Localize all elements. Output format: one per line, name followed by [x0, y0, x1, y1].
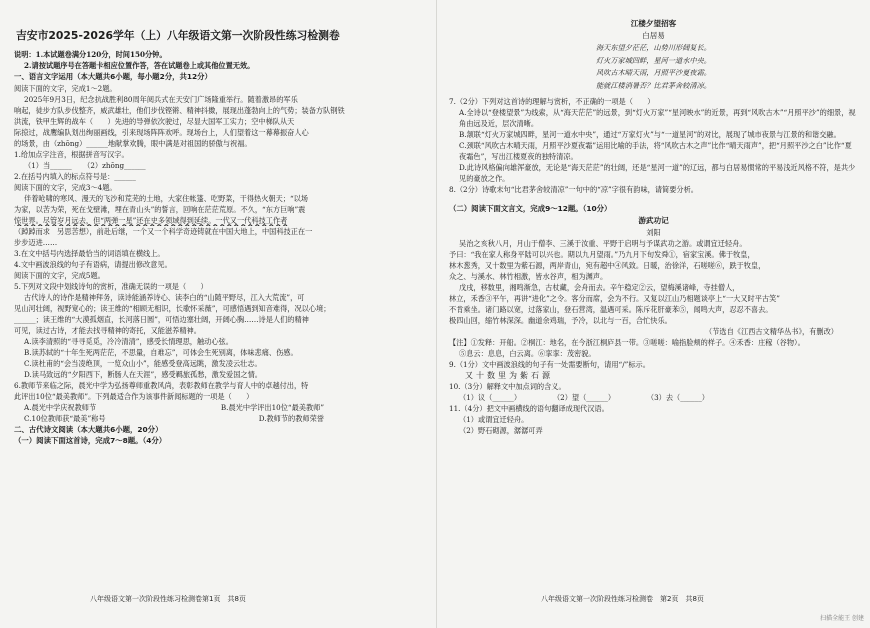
exam-title: 吉安市2025-2026学年（上）八年级语文第一次阶段性练习检测卷	[16, 29, 340, 42]
passage-line: 为家，以苦为荣，死在戈壁滩，埋在青山头”的誓言，回响在茫茫荒原。不久，“东方巨响”震	[14, 204, 306, 214]
question-6-cont: 此评出10位“最美教师”。下列最适合作为该事件新闻标题的一项是（ ）	[14, 391, 254, 401]
passage-line: 可见，读过古诗，才能去找寻精神的寄托，又能滋养精神。	[14, 325, 201, 335]
option-d: D.此诗风格偏向雄浑豪放，无论是“海天茫茫”的壮阔，还是“星河一道”的辽远，都与白居易惯常的平易浅近风格不符，是共少见的豪放之作。	[459, 163, 856, 183]
blank-3[interactable]: （3）去（______）	[646, 392, 709, 402]
section-heading: 二、古代诗文阅读（本大题共6小题，20分）	[14, 424, 163, 434]
question-11: 11.（4分）把文中画横线的语句翻译成现代汉语。	[449, 403, 609, 413]
poem-line: 灯火万家城四畔，星河一道水中央。	[595, 55, 711, 65]
q11-item: （2）野石砌源，潺潺可弄	[459, 425, 543, 435]
passage-intro: 阅读下面的文字，完成1～2题。	[14, 83, 117, 93]
passage-line: （踔踔而求 另思苦想），前赴后继，一个又一个科学奇迹铸就在中国大地上，中国科技正在一	[14, 226, 313, 236]
option-a: A.全诗以“登楼望景”为线索，从“海天茫茫”的远景，到“灯火万家”“星河映水”的近景，再到“风吹古木”“月照平沙”的细景，视角由远及近，层次清晰。	[459, 108, 856, 128]
answer-blanks	[14, 160, 426, 171]
question-5: 5.下列对文段中划线诗句的赏析，准确无误的一项是（ ）	[14, 281, 208, 291]
prose-line: 极四山回，缩竹林深深。幽道余鸡瑞，予冷，以北与一百，合忙快乐。	[449, 315, 672, 325]
poem-line: 风吹古木晴天雨，月照平沙夏夜霜。	[595, 68, 711, 77]
option-row	[14, 413, 324, 424]
section-heading: 一、语言文字运用（本大题共6小题，每小题2分，共12分）	[14, 72, 212, 81]
poem-title: 江楼夕望招客	[630, 19, 677, 28]
notes-line: 【注】①发释：开船。②桐江：地名，在今浙江桐庐县一带。③嗟嗟：喻指脸颊的样子。④禾香：庄稼（谷物）。	[449, 337, 805, 347]
passage-line: 伴着呛啸的寒风、漫天的飞沙和荒芜的土地，大家住帐篷、吃野菜，干得热火朝天；“以场	[24, 193, 308, 203]
passage-line: 际掠过，战鹰编队划出绚丽画线，引来现场阵阵欢呼。现场台上，人们望着这一幕幕振奋人心	[14, 127, 309, 137]
passage-line: 2025年9月3日，纪念抗战胜利80周年阅兵式在天安门广场隆重举行。随着激昂的军乐	[24, 94, 298, 104]
question-1: 1.给加点字注音，根据拼音写汉字。	[14, 149, 129, 159]
passage-line: 惊世界。尽管岁月远去，但“两弹一星”还在史多领域得到延续。一代又一代科技工作者	[14, 215, 288, 225]
prose-author: 刘阳	[646, 227, 661, 237]
question-9: 9.（1分）文中画波浪线的句子有一处需要断句，请用“/”标示。	[449, 359, 650, 369]
q9-sentence: 又十数里为紫石源	[465, 370, 553, 380]
passage-line: ______；读王维的“大漠孤烟直，长河落日圆”，可悟边塞壮阔，开阔心胸……诗是人们的精神	[14, 314, 309, 324]
poem-author: 白居易	[642, 31, 665, 40]
page-footer: 八年级语文第一次阶段性练习检测卷 第2页 共8页	[541, 595, 704, 603]
prose-line: 林立，禾香③平午，再讲“进化”之令。客分而席，会为不行。又复以江山乃相题谈亭上“一大又时平古笑”	[449, 293, 780, 303]
prose-line: 予曰：“我在家人称身平陆可以兴也。期以九月望雨。”乃九月下旬发舜①，宿家宝溪。佛于牧皇，	[449, 249, 755, 259]
notice-line: 2.请按试题序号在答题卡相应位置作答，答在试题卷上或其他位置无效。	[24, 61, 255, 70]
notice-line: 说明：1.本试题卷满分120分，时间150分钟。	[14, 50, 167, 59]
prose-source: （节选自《江西古文精华丛书》，有删改）	[705, 326, 838, 336]
passage-intro: 阅读下面的文字，完成3～4题。	[14, 182, 117, 192]
question-3: 3.在文中括号内选择最恰当的词语填在横线上。	[14, 248, 165, 258]
option-d: D.读马致远的“夕阳西下，断肠人在天涯”，感受羁旅孤愁，激发爱国之情。	[24, 369, 262, 379]
poem-line: 海天东望夕茫茫，山势川形阔复长。	[595, 43, 711, 52]
passage-intro: 阅读下面的文字，完成5题。	[14, 270, 105, 280]
question-2: 2.在括号内填入的标点符号是：______	[14, 171, 136, 181]
option-c: C.读杜甫的“会当凌绝顶，一览众山小”，能感受登高远眺，激发凌云壮志。	[24, 358, 262, 368]
poem-line: 能就江楼消暑否？比君茅舍较清凉。	[595, 80, 711, 90]
question-6: 6.教师节来临之际，晨光中学为弘扬尊师重教风尚，表彰教师在教学与育人中的卓越付出，特	[14, 380, 309, 390]
option-a: A.晨光中学庆祝教师节	[24, 402, 97, 412]
q10-blanks	[449, 392, 709, 403]
scanner-watermark: 扫描全能王 创建	[820, 615, 864, 622]
prose-line: 戊戌，移数里，湘鸣渐急，古杖藏，会舟而去。辛午稳定②云，望梅溪诸峰，寺挂僧人，	[459, 282, 740, 292]
option-c: C.10位教师获“最美”称号	[24, 413, 106, 423]
prose-line: 众之、与溪水、林竹相激，皆水谷声，相为渊声。	[449, 271, 608, 281]
q11-item: （1）或谓宜迁轻舟。	[459, 414, 529, 424]
passage-line: 洪流，铁甲生辉的战车（ ）先进的导弹依次驶过，尽显大国军工实力；空中梯队从天	[14, 116, 295, 126]
prose-line: 吴治之亥秋八月，月山于僧李、三溪于汝重、平野于启明与予谋武功之游。或谓宜迁轻舟。	[459, 238, 747, 248]
prose-line: 林木葱秀，又十数里为紫石源，两岸青山，宛有超中④风致。日暖，治徐洋，石嗟嗟⑥，跌于牧皇，	[449, 260, 766, 270]
option-c: C.颈联“风吹古木晴天雨，月照平沙夏夜霜”运用比喻的手法，将“风吹古木之声”比作“晴天雨声”，把“月照平沙之白”比作“夏夜霜色”，写出江楼夏夜的独特清凉。	[459, 141, 852, 161]
passage-line: 响起，徒步方队步伐整齐，威武雄壮，他们步伐铿锵、精神抖擞，展现出蓬勃向上的气势；装备方队钢铁	[14, 105, 345, 115]
blank-2[interactable]: （2）zhōng______	[83, 160, 146, 170]
question-8: 8.（2分）诗歌末句“比君茅舍较清凉”一句中的“凉”字很有韵味，请简要分析。	[449, 185, 698, 194]
blank-1[interactable]: （1）议（______）	[459, 392, 522, 402]
prose-title: 游武功记	[638, 215, 669, 225]
option-row	[14, 402, 324, 413]
blank-1[interactable]: （1）当______	[24, 160, 72, 170]
option-a: A.读李清照的“寻寻觅觅，冷冷清清”，感受长情理思，触动心弦。	[24, 336, 233, 346]
blank-2[interactable]: （2）望（______）	[552, 392, 616, 402]
passage-line: 步步迈进……	[14, 237, 58, 247]
passage-line: 古代诗人的诗作是精神拜务，读诗能涵养诗心、读李白的“山随平野尽，江入大荒流”，可	[24, 292, 305, 302]
page-footer: 八年级语文第一次阶段性练习检测卷第1页 共8页	[90, 595, 246, 603]
notes-line: ⑤息云：息息，白云离。⑥挛挛：茂密貌。	[459, 348, 596, 358]
passage-line: 的场景，由（zhōng）______地献掌欢腾，眼中满是对祖国的骄傲与祝福。	[14, 138, 252, 148]
option-b: B.读苏轼的“十年生死两茫茫，不思量，自难忘”，可体会生死别离，体味悲痛、伤感。	[24, 347, 298, 357]
right-page	[436, 0, 870, 628]
subsection-heading: （一）阅读下面这首诗，完成7～8题。（4分）	[14, 436, 167, 445]
prose-line: 不肯乘坐。诸门路以宽，过落家山，登石营湾，温遇可采。陈斥花肝豪苯⑤，闻鸣大声，忍忍不喜去。	[449, 304, 773, 314]
option-b: B.晨光中学评出10位“最美教师”	[220, 402, 324, 412]
passage-line: 见山河壮阔，视野宽心的；读王维的“相顾无相识，长歌怀采薇”，可感悟遇到知音难得，况以心境；	[14, 303, 331, 313]
question-10: 10.（3分）解释文中加点词的含义。	[449, 381, 566, 391]
option-b: B.颔联“灯火万家城四畔，星河一道水中央”，通过“万家灯火”与“一道星河”的对比，展现了城市夜景与江景的和谐交融。	[459, 130, 841, 139]
question-7: 7.（2分）下列对这首诗的理解与赏析，不正确的一项是（ ）	[449, 97, 655, 106]
question-4: 4.文中画波浪线的句子有语病，请提出修改意见。	[14, 259, 172, 269]
option-d: D.教师节的教师荣誉	[258, 413, 324, 423]
subsection-heading: （二）阅读下面文言文，完成9～12题。（10分）	[449, 204, 612, 213]
